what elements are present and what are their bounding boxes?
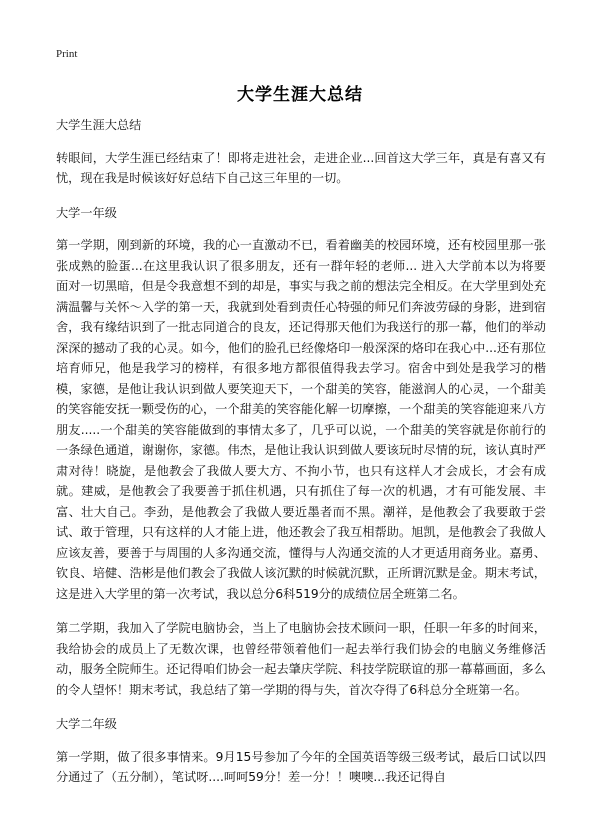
intro-paragraph: 转眼间，大学生涯已经结束了！即将走进社会，走进企业...回首这大学三年，真是有喜又有忧，现在我是时候该好好总结下自己这三年里的一切。 <box>56 150 546 185</box>
year2-term1-paragraph: 第一学期，做了很多事情来。9月15号参加了今年的全国英语等级三级考试，最后口试以四分通过了（五分制），笔试呀....呵呵59分！差一分！！噢噢...我还记得自 <box>56 749 546 784</box>
document-title: 大学生涯大总结 <box>237 85 363 105</box>
year1-term1-paragraph: 第一学期，刚到新的环境，我的心一直激动不已，看着幽美的校园环境，还有校园里那一张张成熟的脸蛋...在这里我认识了很多朋友，还有一群年轻的老师... 进入大学前本以为将要面对一切黑暗，但是令我意想不到的却是，事实与我之前的想法完全相反。在大学里到处充满温馨与关怀～入学的第一天，我就到处看到责任心特强的师兄们奔波劳碌的身影，进到宿舍，我有缘结识到了一批志同道合的良友，还记得那天他们为我送行的那一幕，他们的举动深深的撼动了我的心灵。如今，他们的脸孔已经像烙印一般深深的烙印在我心中...还有那位培育师兄，他是我学习的榜样，有很多地方都很值得我去学习。宿舍中到处是我学习的楷模，家德，是他让我认识到做人要笑迎天下，一个甜美的笑容，能滋润人的心灵，一个甜美的笑容能安抚一颗受伤的心，一个甜美的笑容能化解一切摩擦，一个甜美的笑容能迎来八方朋友.....一个甜美的笑容能做到的事情太多了，几乎可以说，一个甜美的笑容就是你前行的一条绿色通道，谢谢你，家德。伟杰，是他让我认识到做人要该玩时尽情的玩，该认真时严肃对待！晓旋，是他教会了我做人要大方、不拘小节，也只有这样人才会成长，才会有成就。建威，是他教会了我要善于抓住机遇，只有抓住了每一次的机遇，才有可能发展、丰富、壮大自己。李劲，是他教会了我做人要近墨者而不黑。潮祥，是他教会了我要敢于尝试、敢于管理，只有这样的人才能上进，他还教会了我互相帮助。旭凯，是他教会了我做人应该友善，要善于与周围的人多沟通交流，懂得与人沟通交流的人才更适用商务业。嘉勇、钦良、培健、浩彬是他们教会了我做人该沉默的时候就沉默，正所谓沉默是金。期末考试，这是进入大学里的第一次考试，我以总分6科519分的成绩位居全班第二名。 <box>56 238 546 601</box>
document-body <box>56 115 546 802</box>
year1-heading: 大学一年级 <box>56 205 117 220</box>
section-subtitle: 大学生涯大总结 <box>56 118 142 132</box>
year2-heading: 大学二年级 <box>56 717 117 731</box>
year1-term2-paragraph: 第二学期，我加入了学院电脑协会，当上了电脑协会技术顾问一职，任职一年多的时间来，我给协会的成员上了无数次课，也曾经带领着他们一起去举行我们协会的电脑义务维修活动，服务全院师生。还记得咱们协会一起去肇庆学院、科技学院联谊的那一幕幕画面，多么的令人望怀！期末考试，我总结了第一学期的得与失，首次夺得了6科总分全班第一名。 <box>56 621 546 697</box>
print-link[interactable]: Print <box>56 48 78 60</box>
